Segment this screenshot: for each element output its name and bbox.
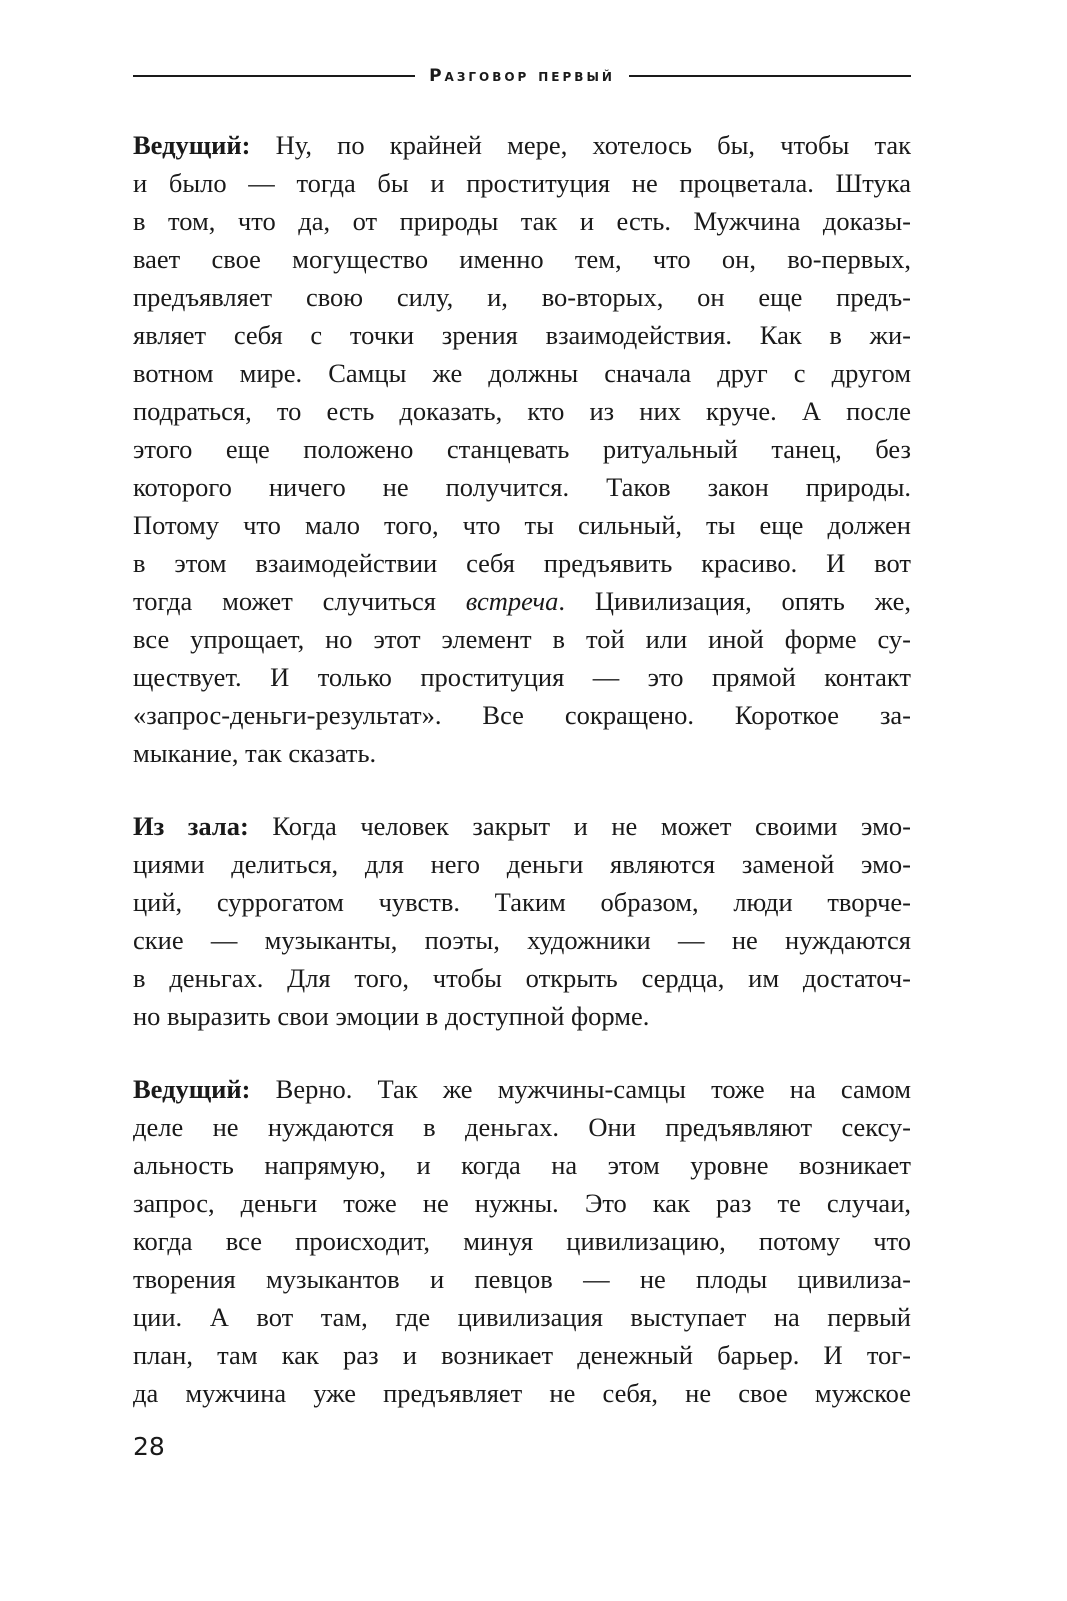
text-segment: план, там как раз и возникает денежный барьер. И тог- <box>133 1340 911 1370</box>
text-segment: запрос, деньги тоже не нужны. Это как раз те случаи, <box>133 1188 911 1218</box>
text-line <box>133 1298 911 1336</box>
text-segment: . Цивилизация, опять же, <box>558 586 911 616</box>
text-line <box>133 807 911 845</box>
text-line <box>133 430 911 468</box>
text-line <box>133 278 911 316</box>
text-line <box>133 997 911 1035</box>
emphasis-text: встреча <box>465 586 559 616</box>
running-head-rule-left <box>133 75 415 77</box>
page-body <box>133 126 911 1447</box>
text-segment: альность напрямую, и когда на этом уровне возникает <box>133 1150 911 1180</box>
running-head-rule-right <box>629 75 911 77</box>
text-segment: ции. А вот там, где цивилизация выступает на первый <box>133 1302 911 1332</box>
text-line <box>133 240 911 278</box>
text-segment: Верно. Так же мужчины-самцы тоже на самом <box>275 1074 912 1104</box>
text-segment: мыкание, так сказать. <box>133 738 377 768</box>
text-segment: да мужчина уже предъявляет не себя, не свое мужское <box>133 1378 911 1408</box>
text-line <box>133 202 911 240</box>
text-segment: в этом взаимодействии себя предъявить красиво. И вот <box>133 548 911 578</box>
speaker-label: Из зала: <box>133 811 249 841</box>
text-segment: когда все происходит, минуя цивилизацию, потому что <box>133 1226 911 1256</box>
text-segment: ские — музыканты, поэты, художники — не нуждаются <box>133 925 911 955</box>
text-line <box>133 354 911 392</box>
paragraph <box>133 807 911 1035</box>
text-line <box>133 392 911 430</box>
text-segment: вает свое могущество именно тем, что он, во-первых, <box>133 244 911 274</box>
text-line <box>133 658 911 696</box>
text-line <box>133 126 911 164</box>
text-line <box>133 620 911 658</box>
text-segment: являет себя с точки зрения взаимодействия. Как в жи- <box>133 320 911 350</box>
text-line <box>133 1184 911 1222</box>
text-line <box>133 1336 911 1374</box>
text-line <box>133 316 911 354</box>
speaker-label: Ведущий: <box>133 1074 251 1104</box>
text-segment: Когда человек закрыт и не может своими эмо- <box>272 811 911 841</box>
paragraph <box>133 126 911 772</box>
text-line <box>133 921 911 959</box>
text-segment: все упрощает, но этот элемент в той или иной форме су- <box>133 624 911 654</box>
text-line <box>133 544 911 582</box>
page-number: 28 <box>133 1432 165 1461</box>
text-segment: в деньгах. Для того, чтобы открыть сердца, им достаточ- <box>133 963 911 993</box>
text-segment: Ну, по крайней мере, хотелось бы, чтобы так <box>275 130 912 160</box>
text-line <box>133 582 911 620</box>
text-line <box>133 959 911 997</box>
text-line <box>133 696 911 734</box>
running-head-title: Разговор первый <box>429 66 615 86</box>
text-segment: которого ничего не получится. Таков закон природы. <box>133 472 911 502</box>
text-segment: тогда может случиться <box>133 586 466 616</box>
text-line <box>133 1146 911 1184</box>
text-line <box>133 164 911 202</box>
speaker-label: Ведущий: <box>133 130 251 160</box>
text-line <box>133 883 911 921</box>
text-segment: ществует. И только проституция — это прямой контакт <box>133 662 911 692</box>
text-segment: творения музыкантов и певцов — не плоды цивилиза- <box>133 1264 911 1294</box>
text-line <box>133 1108 911 1146</box>
text-segment: деле не нуждаются в деньгах. Они предъявляют сексу- <box>133 1112 911 1142</box>
text-line <box>133 468 911 506</box>
text-line <box>133 1374 911 1412</box>
text-segment: и было — тогда бы и проституция не процветала. Штука <box>133 168 911 198</box>
text-line <box>133 506 911 544</box>
text-line <box>133 1260 911 1298</box>
text-line <box>133 1222 911 1260</box>
text-line <box>133 845 911 883</box>
text-segment: циями делиться, для него деньги являются заменой эмо- <box>133 849 911 879</box>
text-line <box>133 734 911 772</box>
text-segment: «запрос-деньги-результат». Все сокращено. Короткое за- <box>133 700 911 730</box>
text-segment: подраться, то есть доказать, кто из них круче. А после <box>133 396 911 426</box>
text-segment: ций, суррогатом чувств. Таким образом, люди творче- <box>133 887 911 917</box>
text-segment: но выразить свои эмоции в доступной форме. <box>133 1001 650 1031</box>
text-segment: предъявляет свою силу, и, во-вторых, он еще предъ- <box>133 282 911 312</box>
running-head <box>133 58 911 94</box>
text-line <box>133 1070 911 1108</box>
text-segment: в том, что да, от природы так и есть. Мужчина доказы- <box>133 206 911 236</box>
text-segment: вотном мире. Самцы же должны сначала друг с другом <box>133 358 911 388</box>
text-segment: этого еще положено станцевать ритуальный танец, без <box>133 434 911 464</box>
paragraph <box>133 1070 911 1412</box>
text-segment: Потому что мало того, что ты сильный, ты еще должен <box>133 510 911 540</box>
